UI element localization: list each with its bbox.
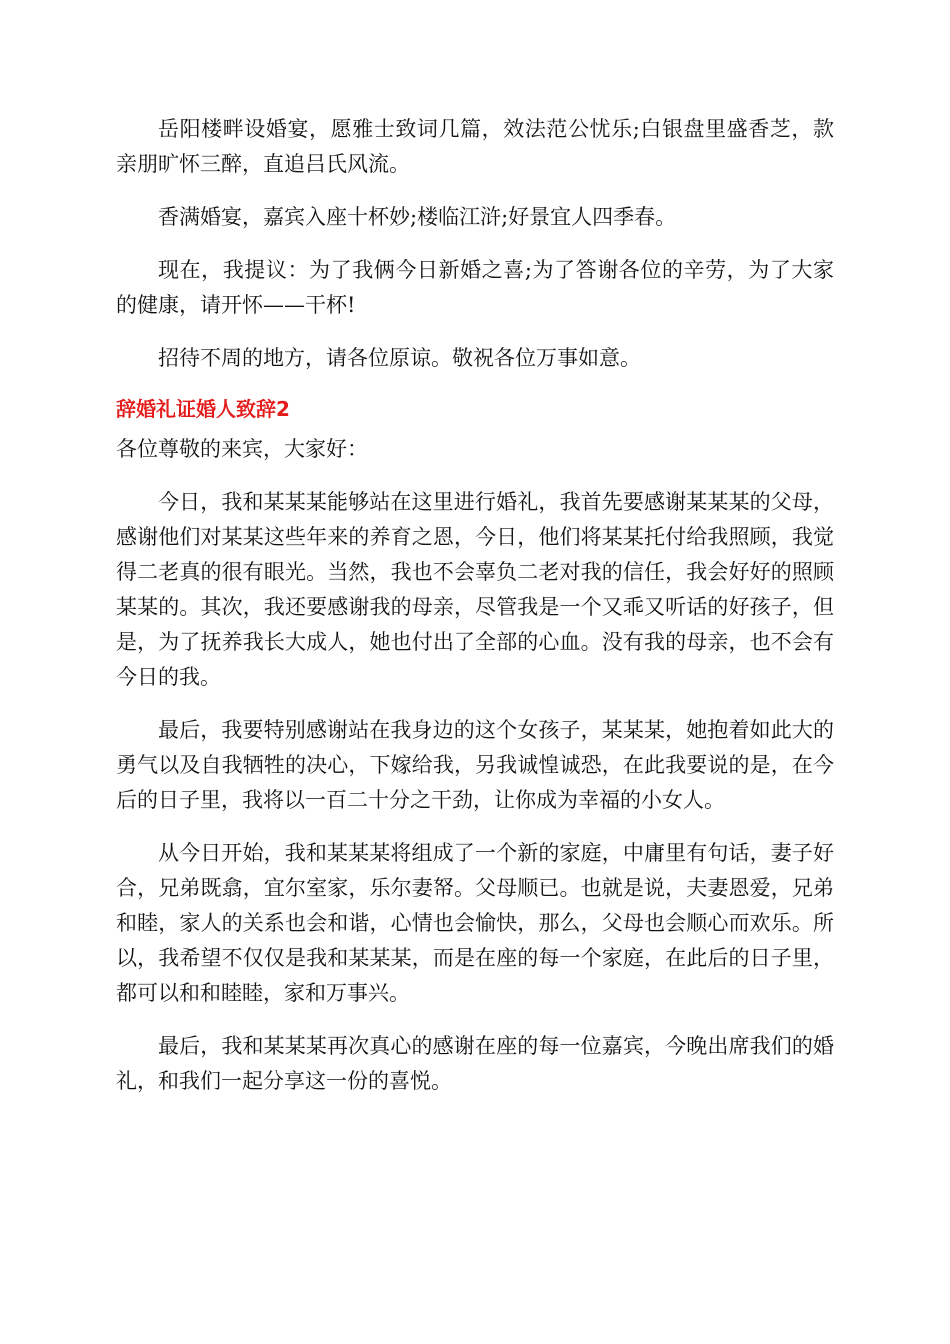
paragraph-banquet-venue: 岳阳楼畔设婚宴，愿雅士致词几篇，效法范公忧乐;白银盘里盛香芝，款亲朋旷怀三醉，直追吕氏风流。 xyxy=(116,117,834,176)
document-page xyxy=(116,112,834,1117)
paragraph-new-family: 从今日开始，我和某某某将组成了一个新的家庭，中庸里有句话，妻子好合，兄弟既翕，宜尔室家，乐尔妻帑。父母顺已。也就是说，夫妻恩爱，兄弟和睦，家人的关系也会和谐，心情也会愉快，那么，父母也会顺心而欢乐。所以，我希望不仅仅是我和某某某，而是在座的每一个家庭，在此后的日子里，都可以和和睦睦，家和万事兴。 xyxy=(116,841,834,1005)
paragraph-closing-wishes: 招待不周的地方，请各位原谅。敬祝各位万事如意。 xyxy=(158,346,641,370)
paragraph-thanks-bride: 最后，我要特别感谢站在我身边的这个女孩子，某某某，她抱着如此大的勇气以及自我牺牲的决心，下嫁给我，另我诚惶诚恐，在此我要说的是，在今后的日子里，我将以一百二十分之干劲，让你成为幸福的小女人。 xyxy=(116,718,834,812)
paragraph-toast: 现在，我提议：为了我俩今日新婚之喜;为了答谢各位的辛劳，为了大家的健康，请开怀——干杯! xyxy=(116,258,834,317)
paragraph-final-thanks: 最后，我和某某某再次真心的感谢在座的每一位嘉宾，今晚出席我们的婚礼，和我们一起分享这一份的喜悦。 xyxy=(116,1034,834,1093)
greeting-line: 各位尊敬的来宾，大家好： xyxy=(116,437,368,461)
section-heading: 辞婚礼证婚人致辞2 xyxy=(116,397,290,421)
paragraph-banquet-guests: 香满婚宴，嘉宾入座十杯妙;楼临江浒;好景宜人四季春。 xyxy=(158,205,677,229)
paragraph-thanks-parents: 今日，我和某某某能够站在这里进行婚礼，我首先要感谢某某某的父母，感谢他们对某某这些年来的养育之恩，今日，他们将某某托付给我照顾，我觉得二老真的很有眼光。当然，我也不会辜负二老对我的信任，我会好好的照顾某某的。其次，我还要感谢我的母亲，尽管我是一个又乖又听话的好孩子，但是，为了抚养我长大成人，她也付出了全部的心血。没有我的母亲，也不会有今日的我。 xyxy=(116,490,834,689)
